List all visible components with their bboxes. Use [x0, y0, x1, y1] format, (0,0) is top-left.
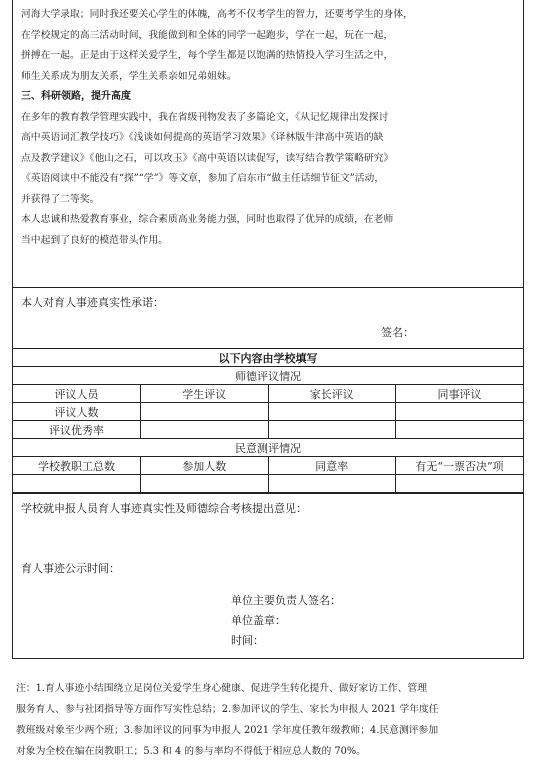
poll-cell[interactable]	[141, 475, 269, 493]
narrative-line: 师生关系成为朋友关系，学生关系亲如兄弟姐妹。	[21, 70, 237, 82]
ethics-row-label: 评议人数	[13, 403, 141, 421]
narrative-line: 在多年的教育教学管理实践中，我在省级刊物发表了多篇论文，《从记忆规律出发探讨	[21, 111, 389, 123]
signature-field[interactable]: 签名：	[381, 326, 414, 339]
publicity-time-label: 育人事迹公示时间：	[21, 562, 120, 575]
leader-signature-field[interactable]: 单位主要负责人签名：	[231, 594, 341, 607]
opinion-label: 学校就申报人员育人事迹真实性及师德综合考核提出意见：	[21, 502, 307, 515]
narrative-line: 高中英语词汇教学技巧》《浅谈如何提高的英语学习效果》《译林版牛津高中英语的缺	[21, 132, 384, 143]
poll-header: 同意率	[268, 457, 396, 475]
school-opinion	[13, 493, 523, 658]
poll-header: 有无“一票否决”项	[396, 457, 524, 475]
ethics-title: 师德评议情况	[13, 367, 523, 385]
footnote-line: 服务育人、参与社团指导等方面作写实性总结；2.参加评议的学生、家长为申报人 2021 学年度任	[16, 704, 439, 715]
form-sheet	[12, 0, 524, 659]
narrative-line: 拼搏在一起。正是由于这样关爱学生，每个学生都是以饱满的热情投入学习生活之中，	[21, 50, 394, 61]
ethics-cell[interactable]	[396, 403, 524, 421]
footnote-line: 注：1.育人事迹小结围绕立足岗位关爱学生身心健康、促进学生转化提升、做好家访工作、管理	[16, 683, 428, 694]
ethics-row-label: 评议优秀率	[13, 421, 141, 439]
unit-seal-field[interactable]: 单位盖章：	[231, 614, 286, 627]
narrative-line: 《英语阅读中不能没有“探”“学”》等文章，参加了启东市“做主任话细节征文”活动，	[21, 173, 385, 184]
ethics-cell[interactable]	[141, 421, 269, 439]
ethics-cell[interactable]	[268, 421, 396, 439]
promise-label: 本人对育人事迹真实性承诺：	[21, 296, 164, 309]
poll-title: 民意测评情况	[13, 439, 523, 457]
poll-header: 参加人数	[141, 457, 269, 475]
ethics-header: 评议人员	[13, 385, 141, 403]
poll-cell[interactable]	[13, 475, 141, 493]
ethics-cell[interactable]	[268, 403, 396, 421]
ethics-cell[interactable]	[141, 403, 269, 421]
ethics-header: 家长评议	[268, 385, 396, 403]
date-field[interactable]: 时间：	[231, 634, 264, 647]
ethics-header: 同事评议	[396, 385, 524, 403]
authenticity-promise	[13, 288, 523, 349]
narrative-line: 并获得了二等奖。	[21, 193, 100, 205]
ethics-header: 学生评议	[141, 385, 269, 403]
footnote-line: 教班级对象至少两个班；3.参加评议的同事为申报人 2021 学年度任教年级教师；4.民意测评参加	[16, 725, 439, 736]
poll-cell[interactable]	[396, 475, 524, 493]
poll-cell[interactable]	[268, 475, 396, 493]
narrative-line: 点及教学建议》《他山之石，可以攻玉》《高中英语以读促写，读写结合教学策略研究》	[21, 152, 394, 164]
school-fill-title: 以下内容由学校填写	[13, 349, 523, 367]
footnote	[16, 678, 526, 762]
merit-narrative	[13, 0, 523, 288]
narrative-line: 河海大学录取；同时我还要关心学生的体魄，高考不仅考学生的智力，还要考学生的身体，	[21, 9, 413, 20]
narrative-line: 当中起到了良好的模范带头作用。	[21, 234, 168, 246]
school-evaluation-table	[13, 349, 523, 493]
section-heading: 三、科研领路，提升高度	[21, 91, 131, 102]
poll-header: 学校教职工总数	[13, 457, 141, 475]
footnote-line: 对象为全校在编在岗教职工；5.3 和 4 的参与率均不得低于相应总人数的 70%。	[16, 746, 366, 757]
narrative-line: 本人忠诚和热爱教育事业，综合素质高业务能力强，同时也取得了优异的成绩，在老师	[21, 214, 394, 225]
narrative-line: 在学校规定的高三活动时间，我能做到和全体的同学一起跑步，学在一起，玩在一起，	[21, 29, 394, 41]
ethics-cell[interactable]	[396, 421, 524, 439]
